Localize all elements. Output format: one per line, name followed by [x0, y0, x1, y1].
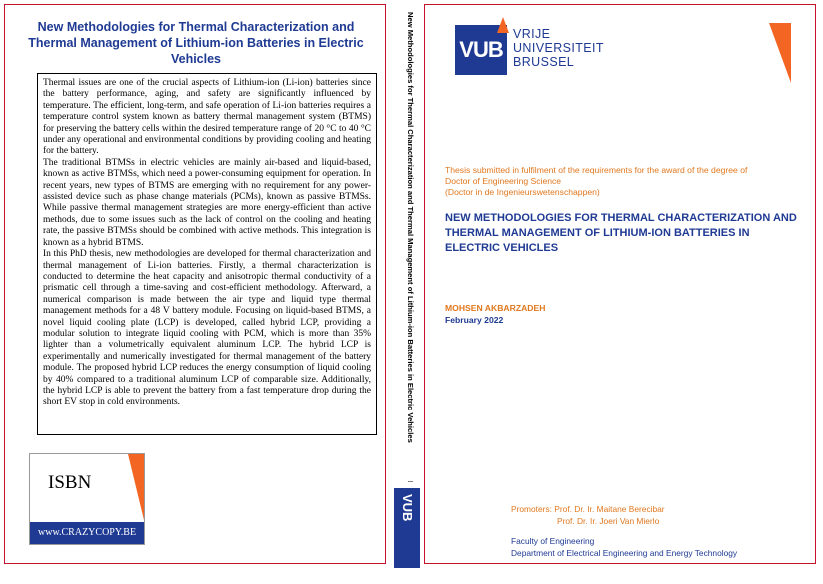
promoters: [511, 503, 665, 527]
degree-line-1: Thesis submitted in fulfilment of the requirements for the award of the degree of: [445, 165, 748, 175]
spine-title: New Methodologies for Thermal Characterization and Thermal Management of Lithium-ion Batteries in Electric Vehicles: [406, 12, 415, 443]
abstract-paragraph-3: In this PhD thesis, new methodologies are developed for thermal characterization and thermal management of Li-ion batteries. Firstly, a thermal characterization is conducted to determine the heat capacity and anisotropic thermal conductivity of a prismatic cell through a time-saving and cost-efficient methodology. Afterward, a numerical comparison is made between the air type and liquid type thermal management methods for a 48 V battery module. Focusing on liquid-based BTMS, a novel liquid cooling plate (LCP) is developed, called hybrid LCP, providing a modular solution to integrate liquid cooling with PCM, which is more than 35% lighter than a volumetrically equivalent aluminum LCP. The hybrid LCP is experimentally and numerically investigated for thermal management of the battery module. The proposed hybrid LCP reduces the energy consumption of liquid cooling by 40% compared to a traditional aluminum LCP of comparable size. Additionally, the hybrid LCP is able to prevent the battery from a fast temperature drop during the short EV stop in cold environments.: [43, 249, 371, 408]
university-name-line-3: BRUSSEL: [513, 55, 575, 69]
vub-logo-icon: VUB: [455, 25, 507, 75]
university-name: [513, 27, 604, 69]
abstract-paragraph-2: The traditional BTMSs in electric vehicles are mainly air-based and liquid-based, known as active BTMSs, which need a power-consuming equipment for operation. In recent years, new types of BTMS are emerging with no requirement for any power-assisted device such as phase change materials (PCMs), known as passive BTMSs. While passive thermal management strategies are more energy-efficient than active methods, due to some issues such as the lack of control on the cooling and heating rate, the passive BTMSs should be combined with active methods. This integration is known as a hybrid BTMS.: [43, 157, 371, 248]
orange-triangle-icon: [769, 23, 791, 83]
abstract: [37, 73, 377, 435]
degree-line-2: Doctor of Engineering Science: [445, 176, 562, 186]
printer-label: www.CRAZYCOPY.BE: [30, 522, 144, 544]
spine: [394, 4, 420, 568]
author-name: MOHSEN AKBARZADEH: [445, 303, 546, 313]
thesis-title: NEW METHODOLOGIES FOR THERMAL CHARACTERIZATION AND THERMAL MANAGEMENT OF LITHIUM-ION BATTERIES IN ELECTRIC VEHICLES: [445, 212, 797, 254]
abstract-paragraph-1: Thermal issues are one of the crucial aspects of Lithium-ion (Li-ion) batteries since the battery performance, aging, and safety are significantly influenced by temperature. The efficient, long-term, and safe operation of Li-ion batteries requires a temperature control system known as battery thermal management system (BTMS) for preserving the battery cells within the desired temperature range of 20 °C to 40 °C under any operational and environmental conditions by providing cooling and heating for the battery.: [43, 78, 371, 157]
orange-triangle-icon: [128, 454, 144, 520]
department-name: Department of Electrical Engineering and Energy Technology: [511, 548, 738, 558]
degree-line-3: (Doctor in de Ingenieurswetenschappen): [445, 187, 600, 197]
degree-statement: [445, 165, 805, 198]
isbn-label: ISBN: [48, 472, 92, 493]
logo-accent-icon: [497, 17, 509, 33]
front-cover: [424, 4, 816, 564]
promoter-line-1: Promoters: Prof. Dr. Ir. Maitane Berecibar: [511, 504, 665, 514]
faculty-name: Faculty of Engineering: [511, 536, 595, 546]
university-name-line-1: VRIJE: [513, 27, 551, 41]
back-cover: [4, 4, 386, 564]
university-name-line-2: UNIVERSITEIT: [513, 41, 604, 55]
spine-text: [401, 12, 415, 482]
back-cover-title: New Methodologies for Thermal Characterization and Thermal Management of Lithium-ion Batteries in Electric Vehicles: [28, 20, 364, 66]
affiliation: [511, 535, 737, 559]
promoter-line-2: Prof. Dr. Ir. Joeri Van Mierlo: [557, 516, 660, 526]
spine-logo: [394, 488, 420, 568]
spine-author: [406, 481, 415, 482]
publication-date: February 2022: [445, 315, 504, 325]
spine-logo-text: VUB: [400, 494, 415, 522]
isbn-box: [29, 453, 145, 545]
